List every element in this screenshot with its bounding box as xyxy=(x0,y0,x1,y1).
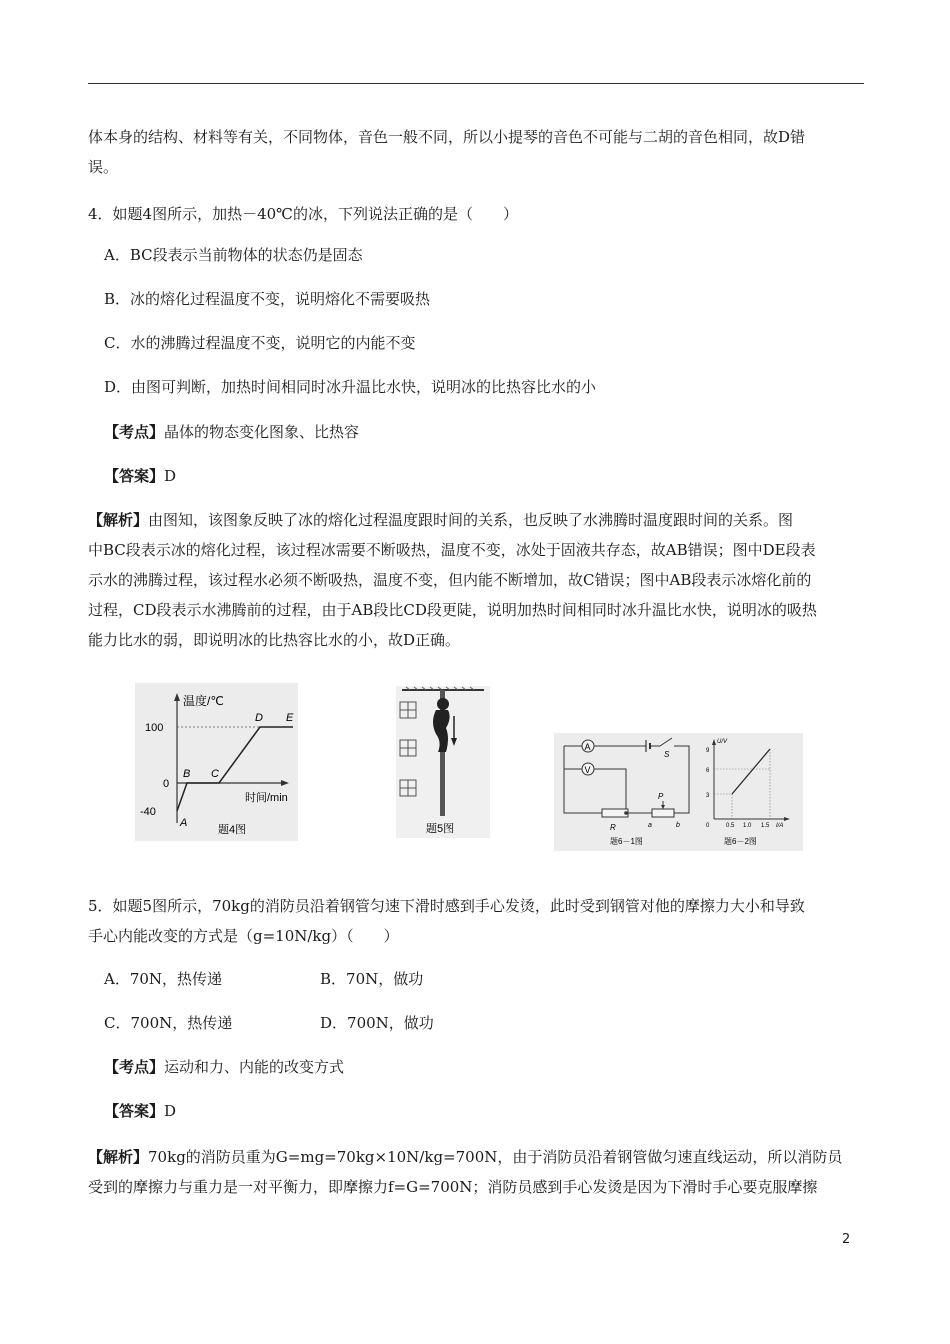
q4-option-c: C．水的沸腾过程温度不变，说明它的内能不变 xyxy=(104,334,416,352)
ui-x-tick-1-0: 1.0 xyxy=(743,823,752,829)
intro-line-1: 体本身的结构、材料等有关，不同物体，音色一般不同，所以小提琴的音色不可能与二胡的音色相同，故D错 xyxy=(88,128,806,146)
kaodian-label: 【考点】 xyxy=(104,423,165,441)
q5-jiexi-label: 【解析】 xyxy=(88,1148,149,1166)
point-c: C xyxy=(211,768,219,780)
q4-jiexi-line-3: 示水的沸腾过程，该过程水必须不断吸热，温度不变，但内能不断增加，故C错误；图中AB段表示冰熔化前的 xyxy=(88,571,812,589)
point-a: A xyxy=(180,817,188,829)
q4-jiexi-line-1 xyxy=(88,505,864,535)
ammeter-label: A xyxy=(584,742,591,752)
q5-option-c: C．700N，热传递 xyxy=(104,1014,233,1032)
ammeter xyxy=(582,740,594,752)
junction-dot xyxy=(624,811,628,815)
figure-6-1-caption: 题6－1图 xyxy=(610,837,643,846)
q5-option-d: D．700N，做功 xyxy=(320,1014,434,1032)
q4-jiexi-line-2: 中BC段表示冰的熔化过程，该过程冰需要不断吸热，温度不变，冰处于固液共存态，故AB错误；图中DE段表 xyxy=(88,541,816,559)
q5-stem-line-2: 手心内能改变的方式是（g=10N/kg）（ ） xyxy=(88,927,399,945)
q4-option-b: B．冰的熔化过程温度不变，说明熔化不需要吸热 xyxy=(104,290,431,308)
q5-option-b: B．70N，做功 xyxy=(320,970,424,988)
resistor-r xyxy=(602,809,628,817)
point-e: E xyxy=(286,712,294,724)
ui-x-tick-0-5: 0.5 xyxy=(726,823,735,829)
q4-jiexi-line-5: 能力比水的弱，即说明冰的比热容比水的小，故D正确。 xyxy=(88,631,461,649)
kaodian-text: 晶体的物态变化图象、比热容 xyxy=(164,423,360,441)
jiexi-label: 【解析】 xyxy=(88,511,149,529)
y-axis-label: 温度/℃ xyxy=(183,694,224,708)
q4-option-d: D．由图可判断，加热时间相同时冰升温比水快，说明冰的比热容比水的小 xyxy=(104,378,597,396)
jiexi-text: 由图知，该图象反映了冰的熔化过程温度跟时间的关系，也反映了水沸腾时温度跟时间的关系。图 xyxy=(148,511,794,529)
q5-jiexi-line-2: 受到的摩擦力与重力是一对平衡力，即摩擦力f=G=700N；消防员感到手心发烫是因为下滑时手心要克服摩擦 xyxy=(88,1178,818,1196)
q5-kaodian xyxy=(104,1052,880,1082)
ui-y-tick-3: 3 xyxy=(706,793,710,799)
figure-6-2-caption: 题6－2图 xyxy=(724,837,757,846)
voltmeter-label: V xyxy=(584,765,591,775)
ui-y-tick-6: 6 xyxy=(706,768,710,774)
header-rule xyxy=(88,83,864,84)
q5-daan xyxy=(104,1096,880,1126)
q4-kaodian xyxy=(104,417,880,447)
q4-jiexi-line-4: 过程，CD段表示水沸腾前的过程，由于AB段比CD段更陡，说明加热时间相同时冰升温比水快，说明冰的吸热 xyxy=(88,601,817,619)
point-d: D xyxy=(255,712,263,724)
figure-5-image xyxy=(396,686,490,838)
q4-option-a: A．BC段表示当前物体的状态仍是固态 xyxy=(104,246,363,264)
q5-daan-text: D xyxy=(164,1102,177,1120)
q5-jiexi-text: 70kg的消防员重为G=mg=70kg×10N/kg=700N，由于消防员沿着钢管做匀速直线运动，所以消防员 xyxy=(148,1148,843,1166)
rheostat xyxy=(652,809,674,817)
q5-kaodian-text: 运动和力、内能的改变方式 xyxy=(164,1058,345,1076)
x-axis-label: 时间/min xyxy=(245,792,288,804)
y-tick-0: 0 xyxy=(163,778,170,790)
figure-4-graph xyxy=(135,683,298,841)
switch-label: S xyxy=(664,750,670,759)
terminal-a: a xyxy=(648,822,652,829)
q4-daan xyxy=(104,461,880,491)
page-number: 2 xyxy=(842,1232,851,1247)
daan-text: D xyxy=(164,467,177,485)
ui-y-label: U/V xyxy=(717,739,728,745)
y-tick-minus-40: -40 xyxy=(140,806,156,818)
ui-y-tick-9: 9 xyxy=(706,748,710,754)
q5-stem-line-1: 5．如题5图所示，70kg的消防员沿着钢管匀速下滑时感到手心发烫，此时受到钢管对他的摩擦力大小和导致 xyxy=(88,897,805,915)
q5-kaodian-label: 【考点】 xyxy=(104,1058,165,1076)
resistor-label: R xyxy=(610,823,616,832)
slider-label: P xyxy=(658,792,664,801)
point-b: B xyxy=(183,768,191,780)
intro-line-2: 误。 xyxy=(88,158,119,176)
q4-stem: 4．如题4图所示，加热－40℃的冰，下列说法正确的是（ ） xyxy=(88,205,518,223)
daan-label: 【答案】 xyxy=(104,467,165,485)
ui-x-label: I/A xyxy=(776,823,784,829)
voltmeter xyxy=(582,763,594,775)
q5-option-a: A．70N，热传递 xyxy=(104,970,223,988)
ui-origin: 0 xyxy=(706,823,710,829)
figure-6-image xyxy=(554,733,803,851)
figure-4-caption: 题4图 xyxy=(218,824,247,836)
q5-jiexi-line-1 xyxy=(88,1142,864,1172)
ui-x-tick-1-5: 1.5 xyxy=(761,823,770,829)
y-tick-100: 100 xyxy=(145,722,164,734)
terminal-b: b xyxy=(676,822,680,829)
q5-daan-label: 【答案】 xyxy=(104,1102,165,1120)
figure-5-caption: 题5图 xyxy=(426,823,455,835)
